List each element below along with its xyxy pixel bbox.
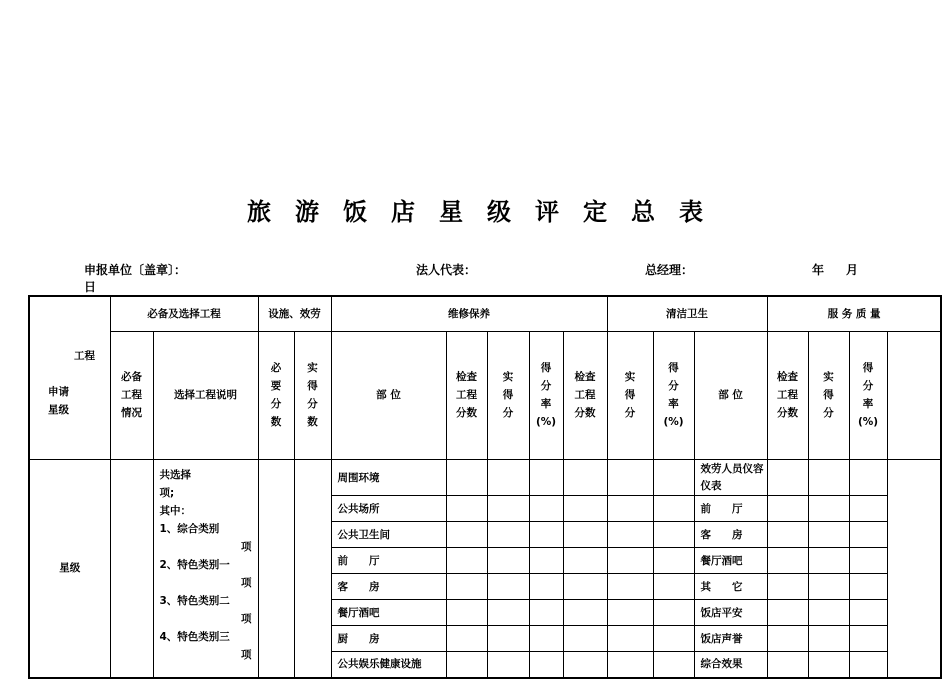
hdr-line: 率 [862, 398, 874, 411]
score-cell[interactable] [487, 460, 529, 496]
score-cell[interactable] [808, 600, 849, 626]
title-char: 级 [487, 197, 511, 226]
score-cell[interactable] [487, 548, 529, 574]
sel-line: 4、特色类别三 [159, 631, 230, 643]
actual-score-header [294, 331, 331, 459]
title-char: 评 [535, 197, 559, 226]
score-cell[interactable] [529, 652, 563, 678]
score-cell[interactable] [563, 574, 607, 600]
year-label: 年 [812, 263, 825, 277]
corner-cell [29, 296, 110, 460]
service-part: 饭店声誉 [694, 626, 767, 652]
score-cell[interactable] [563, 600, 607, 626]
need-score-header [258, 331, 294, 459]
score-cell[interactable] [607, 626, 653, 652]
maint-part: 餐厅酒吧 [331, 600, 446, 626]
score-cell[interactable] [607, 496, 653, 522]
score-cell[interactable] [529, 496, 563, 522]
service-part: 其 它 [694, 574, 767, 600]
hdr-line: 分 [624, 407, 636, 420]
score-cell[interactable] [607, 574, 653, 600]
hdr-line: 得 [862, 362, 874, 375]
group-maintenance: 维修保养 [331, 296, 607, 331]
maint-part: 公共卫生间 [331, 522, 446, 548]
score-cell[interactable] [767, 626, 808, 652]
rating-table [28, 295, 942, 679]
service-part: 餐厅酒吧 [694, 548, 767, 574]
score-cell[interactable] [607, 522, 653, 548]
title-char: 总 [631, 197, 655, 226]
hdr-line: 检查 [574, 371, 596, 384]
score-cell[interactable] [487, 652, 529, 678]
score-cell[interactable] [529, 626, 563, 652]
sel-line: 1、综合类别 [159, 523, 220, 535]
score-cell[interactable] [487, 496, 529, 522]
score-cell[interactable] [529, 460, 563, 496]
hdr-line: 分 [540, 380, 552, 393]
score-cell[interactable] [849, 574, 887, 600]
actual-score-cell[interactable] [294, 460, 331, 678]
hdr-line: 工程 [574, 389, 596, 402]
hdr-line: 率 [668, 398, 679, 411]
score-cell[interactable] [446, 496, 487, 522]
document-title [0, 192, 950, 227]
check-score2-header [563, 331, 607, 459]
score-cell[interactable] [653, 460, 694, 496]
star-level-cell: 星级 [29, 460, 110, 678]
sel-line: 2、特色类别一 [159, 559, 230, 571]
title-char: 饭 [343, 197, 367, 226]
hdr-line: 数 [270, 416, 282, 429]
hdr-line: 实 [624, 371, 636, 384]
score-cell[interactable] [487, 626, 529, 652]
score-cell[interactable] [808, 626, 849, 652]
service-part: 前 厅 [694, 496, 767, 522]
req-status-cell[interactable] [110, 460, 153, 678]
score-cell[interactable] [529, 522, 563, 548]
sel-desc-header: 选择工程说明 [153, 331, 258, 459]
score-cell[interactable] [563, 460, 607, 496]
maint-part: 厨 房 [331, 626, 446, 652]
score-cell[interactable] [653, 548, 694, 574]
score-cell[interactable] [446, 626, 487, 652]
score-cell[interactable] [446, 460, 487, 496]
hdr-line: 分数 [777, 407, 799, 420]
service-part: 饭店平安 [694, 600, 767, 626]
score-cell[interactable] [767, 574, 808, 600]
score-cell[interactable] [529, 600, 563, 626]
hdr-line: 得 [540, 362, 552, 375]
title-char: 店 [391, 197, 415, 226]
hdr-line: 情况 [121, 407, 142, 420]
hdr-line: 实 [502, 371, 514, 384]
group-service: 服 务 质 量 [767, 296, 941, 331]
sel-line: 项 [241, 649, 252, 661]
score-cell[interactable] [849, 496, 887, 522]
score-cell[interactable] [607, 600, 653, 626]
part-header: 部 位 [331, 331, 446, 459]
score-cell[interactable] [653, 626, 694, 652]
hdr-line: (%) [857, 416, 879, 429]
score-cell[interactable] [849, 600, 887, 626]
title-char: 星 [439, 197, 463, 226]
score-cell[interactable] [767, 600, 808, 626]
hdr-line: 实 [307, 362, 318, 375]
score-cell[interactable] [487, 600, 529, 626]
hdr-line: 检查 [456, 371, 477, 384]
legal-rep-label: 法人代表： [416, 263, 477, 277]
group-required: 必备及选择工程 [110, 296, 258, 331]
sel-line: 项; [159, 487, 175, 499]
score-cell[interactable] [653, 600, 694, 626]
sel-line: 项 [241, 541, 252, 553]
score-cell[interactable] [607, 548, 653, 574]
check-score3-header [767, 331, 808, 459]
hdr-line: 得 [624, 389, 636, 402]
score-cell[interactable] [487, 522, 529, 548]
score-cell[interactable] [563, 626, 607, 652]
maint-part: 公共场所 [331, 496, 446, 522]
got-header [487, 331, 529, 459]
score-cell[interactable] [849, 548, 887, 574]
score-cell[interactable] [607, 652, 653, 678]
score-cell[interactable] [653, 652, 694, 678]
score-cell[interactable] [653, 496, 694, 522]
score-cell[interactable] [563, 496, 607, 522]
score-cell[interactable] [563, 548, 607, 574]
title-char: 定 [583, 197, 607, 226]
score-cell[interactable] [808, 496, 849, 522]
month-label: 月 [846, 263, 859, 277]
score-cell[interactable] [767, 652, 808, 678]
sel-line: 项 [241, 613, 252, 625]
score-cell[interactable] [808, 460, 849, 496]
score-cell[interactable] [767, 460, 808, 496]
hdr-line: 分数 [574, 407, 596, 420]
rate-header [529, 331, 563, 459]
got2-header [607, 331, 653, 459]
selection-desc-cell[interactable] [153, 460, 258, 678]
hdr-line: (%) [663, 416, 684, 429]
title-char: 旅 [247, 197, 271, 226]
hdr-line: 率 [540, 398, 552, 411]
title-char: 游 [295, 197, 319, 226]
score-cell[interactable] [849, 626, 887, 652]
score-cell[interactable] [808, 548, 849, 574]
hdr-line: 分 [502, 407, 514, 420]
score-cell[interactable] [653, 574, 694, 600]
sel-line: 其中： [159, 505, 191, 517]
sel-line: 3、特色类别二 [159, 595, 230, 607]
hdr-line: 工程 [456, 389, 477, 402]
day-label: 日 [84, 280, 97, 294]
hdr-line: 得 [307, 380, 318, 393]
corner-top: 工程 [74, 349, 95, 362]
score-cell[interactable] [529, 548, 563, 574]
hdr-line: 得 [823, 389, 834, 402]
score-cell[interactable] [849, 460, 887, 496]
hdr-line: 工程 [121, 389, 142, 402]
gm-label: 总经理： [645, 263, 694, 277]
hdr-line: 分 [270, 398, 282, 411]
score-cell[interactable] [808, 652, 849, 678]
score-cell[interactable] [808, 574, 849, 600]
rate3-header [849, 331, 887, 459]
service-part: 综合效果 [694, 652, 767, 678]
hdr-line: 分 [862, 380, 874, 393]
maint-part: 公共娱乐健康设施 [331, 652, 446, 678]
score-cell[interactable] [563, 652, 607, 678]
hdr-line: 数 [307, 416, 318, 429]
score-cell[interactable] [653, 522, 694, 548]
service-part: 效劳人员仪容仪表 [694, 460, 767, 496]
maint-part: 前 厅 [331, 548, 446, 574]
score-cell[interactable] [767, 548, 808, 574]
score-cell[interactable] [849, 652, 887, 678]
unit-label: 申报单位〔盖章〕： [84, 263, 187, 277]
hdr-line: 检查 [777, 371, 799, 384]
group-facilities: 设施、效劳 [258, 296, 331, 331]
score-cell[interactable] [808, 522, 849, 548]
sel-line: 共选择 [159, 469, 191, 481]
score-cell[interactable] [849, 522, 887, 548]
hdr-line: (%) [535, 416, 557, 429]
score-cell[interactable] [446, 600, 487, 626]
part2-header: 部 位 [694, 331, 767, 459]
maint-part: 客 房 [331, 574, 446, 600]
group-cleaning: 清洁卫生 [607, 296, 767, 331]
hdr-line: 分数 [456, 407, 477, 420]
hdr-line: 要 [270, 380, 282, 393]
score-cell[interactable] [767, 496, 808, 522]
hdr-line: 分 [823, 407, 834, 420]
check-score-header [446, 331, 487, 459]
title-char: 表 [679, 197, 703, 226]
corner-mid: 申请 [48, 385, 69, 398]
need-score-cell[interactable] [258, 460, 294, 678]
maint-part: 周围环境 [331, 460, 446, 496]
score-cell[interactable] [446, 522, 487, 548]
score-cell[interactable] [563, 522, 607, 548]
mgmt-eval-cell[interactable] [887, 460, 941, 678]
hdr-line: 分 [307, 398, 318, 411]
hdr-line: 必备 [121, 371, 142, 384]
score-cell[interactable] [446, 652, 487, 678]
got3-header [808, 331, 849, 459]
corner-bottom: 星级 [48, 403, 69, 416]
hdr-line: 实 [823, 371, 834, 384]
hdr-line: 必 [270, 362, 282, 375]
hdr-line: 得 [668, 362, 679, 375]
rate2-header [653, 331, 694, 459]
score-cell[interactable] [446, 548, 487, 574]
hdr-line: 得 [502, 389, 514, 402]
score-cell[interactable] [446, 574, 487, 600]
hdr-line: 工程 [777, 389, 799, 402]
score-cell[interactable] [529, 574, 563, 600]
sel-line: 项 [241, 577, 252, 589]
score-cell[interactable] [487, 574, 529, 600]
hdr-line: 分 [668, 380, 679, 393]
score-cell[interactable] [767, 522, 808, 548]
service-part: 客 房 [694, 522, 767, 548]
req-status-header [110, 331, 153, 459]
score-cell[interactable] [607, 460, 653, 496]
